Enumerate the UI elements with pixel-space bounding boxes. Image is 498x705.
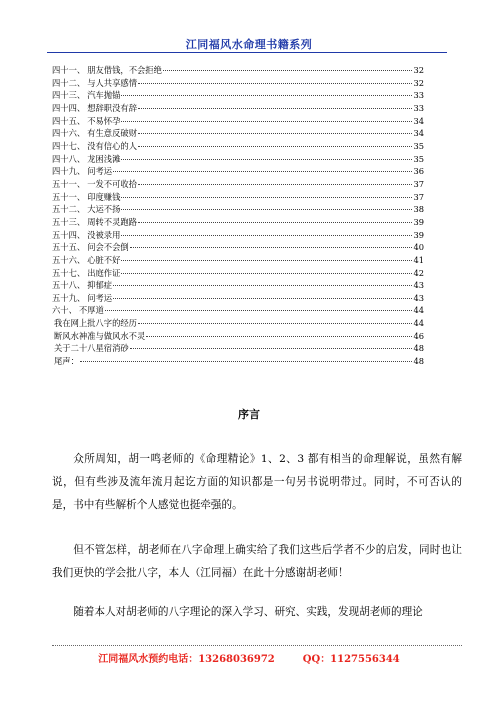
toc-entry-page: 48 [413,343,424,354]
toc-entry-page: 37 [413,178,424,189]
toc-dot-leader [121,273,412,274]
toc-entry-page: 37 [413,191,424,202]
toc-entry[interactable] [52,355,424,368]
toc-entry-page: 35 [413,153,424,164]
toc-dot-leader [113,285,412,286]
toc-dot-leader [138,108,412,109]
toc-dot-leader [163,70,413,71]
toc-entry-page: 35 [413,140,424,151]
toc-entry-title: 没有信心的人 [87,140,137,151]
toc-entry-page: 38 [413,204,424,215]
toc-entry[interactable] [52,317,424,330]
toc-entry-number: 五十一、 [52,191,86,202]
preface-paragraph-1: 众所周知，胡一鸣老师的《命理精论》1、2、3 都有相当的命理解说，虽然有解说，但有些涉及流年流月起讫方面的知识都是一句另书说明带过。同时，不可否认的是，书中有些解析个人感觉也挺牵强的。 [52,453,462,511]
toc-entry[interactable] [52,64,424,77]
toc-entry[interactable] [52,279,424,292]
page-footer [0,650,498,665]
toc-dot-leader [113,298,412,299]
toc-entry-page: 40 [413,242,424,253]
toc-dot-leader [138,133,412,134]
toc-entry-number: 五十六、 [52,254,86,265]
toc-entry[interactable] [52,153,424,166]
toc-entry[interactable] [52,267,424,280]
toc-entry-page: 48 [413,356,424,367]
toc-dot-leader [146,336,412,337]
toc-entry-page: 43 [413,292,424,303]
toc-entry-number: 六十、 [52,305,77,316]
toc-entry-number: 四十三、 [52,90,86,101]
toc-entry-title: 抑郁症 [87,280,113,291]
preface-paragraph-3: 随着本人对胡老师的八字理论的深入学习、研究、实践，发现胡老师的理论 [73,606,423,618]
toc-dot-leader [121,260,412,261]
toc-entry-page: 34 [413,128,424,139]
toc-entry[interactable] [52,241,424,254]
toc-entry[interactable] [52,140,424,153]
preface-paragraph-2: 但不管怎样，胡老师在八字命理上确实给了我们这些后学者不少的启发，同时也让我们更快的学会批八字，本人（江同福）在此十分感谢胡老师！ [52,544,462,579]
toc-dot-leader [138,184,412,185]
toc-entry-title: 没被录用 [87,229,121,240]
toc-dot-leader [121,197,412,198]
toc-entry-title: 心脏不好 [87,254,121,265]
toc-entry-number: 五十八、 [52,280,86,291]
toc-entry-title: 大运不扬 [87,204,121,215]
toc-entry-title: 一发不可收拾 [87,178,137,189]
toc-entry-number: 五十二、 [52,204,86,215]
toc-entry-page: 44 [413,305,424,316]
toc-entry-number: 四十一、 [52,65,86,75]
toc-dot-leader [121,121,412,122]
toc-entry-title: 与人共享感情 [87,77,137,88]
toc-entry-title: 龙困浅滩 [87,153,121,164]
toc-entry-title: 我在网上批八字的经历 [54,318,137,329]
toc-entry-title: 关于二十八星宿消砂 [54,343,129,354]
table-of-contents [52,64,424,368]
toc-entry[interactable] [52,304,424,317]
toc-entry-page: 44 [413,318,424,329]
toc-entry-page: 39 [413,229,424,240]
toc-entry[interactable] [52,203,424,216]
toc-entry-number: 四十六、 [52,128,86,139]
header-divider [47,52,447,53]
toc-entry[interactable] [52,191,424,204]
toc-entry-title: 朋友借钱，不会拒绝 [87,65,162,75]
toc-entry-title: 尾声： [54,356,79,367]
toc-dot-leader [121,95,412,96]
toc-dot-leader [105,310,413,311]
toc-dot-leader [80,361,413,362]
footer-qq: QQ：1127556344 [302,654,400,665]
toc-entry-title: 问会不会倒 [87,242,129,253]
toc-entry-page: 34 [413,115,424,126]
toc-entry-title: 想辞职没有辞 [87,102,137,113]
toc-entry-number: 五十三、 [52,216,86,227]
footer-divider [52,645,462,646]
toc-dot-leader [121,159,412,160]
toc-dot-leader [113,171,412,172]
toc-entry-number: 五十七、 [52,267,86,278]
toc-entry[interactable] [52,102,424,115]
toc-dot-leader [130,247,413,248]
toc-entry[interactable] [52,127,424,140]
toc-entry-number: 五十一、 [52,178,86,189]
toc-entry-number: 四十七、 [52,140,86,151]
toc-entry[interactable] [52,77,424,90]
toc-dot-leader [138,146,412,147]
toc-entry-page: 39 [413,216,424,227]
toc-entry[interactable] [52,292,424,305]
toc-entry[interactable] [52,165,424,178]
toc-entry-page: 33 [413,90,424,101]
toc-entry-page: 36 [413,166,424,177]
toc-entry-title: 断风水神准与做风水不灵 [54,330,146,341]
page-header-title: 江同福风水命理书籍系列 [185,38,313,51]
toc-entry[interactable] [52,115,424,128]
toc-dot-leader [130,348,413,349]
toc-entry-title: 汽车抛锚 [87,90,121,101]
toc-entry-title: 不厚道 [78,305,104,316]
toc-entry[interactable] [52,342,424,355]
toc-entry[interactable] [52,229,424,242]
toc-entry-page: 32 [413,77,424,88]
toc-entry-page: 41 [413,254,424,265]
toc-dot-leader [121,235,412,236]
toc-entry-title: 周转不灵跑路 [87,216,137,227]
toc-entry-title: 问考运 [87,292,113,303]
toc-entry-number: 五十九、 [52,292,86,303]
toc-entry-page: 33 [413,102,424,113]
toc-dot-leader [121,209,412,210]
toc-entry-page: 43 [413,280,424,291]
toc-entry-title: 出庭作证 [87,267,121,278]
toc-dot-leader [138,323,412,324]
toc-entry-number: 四十二、 [52,77,86,88]
toc-entry[interactable] [52,330,424,343]
section-title: 序言 [238,408,260,421]
toc-entry[interactable] [52,178,424,191]
toc-entry-title: 印度赚钱 [87,191,121,202]
toc-entry-title: 不易怀孕 [87,115,121,126]
toc-entry[interactable] [52,89,424,102]
toc-entry-page: 32 [413,65,424,75]
toc-entry-number: 四十五、 [52,115,86,126]
footer-phone: 江同福风水预约电话：13268036972 [98,654,275,665]
toc-entry-number: 五十五、 [52,242,86,253]
toc-entry-number: 四十八、 [52,153,86,164]
toc-entry[interactable] [52,254,424,267]
toc-entry-title: 问考运 [87,166,113,177]
toc-dot-leader [138,222,412,223]
toc-entry-number: 五十四、 [52,229,86,240]
toc-entry-page: 42 [413,267,424,278]
toc-entry-number: 四十四、 [52,102,86,113]
toc-entry-page: 46 [413,330,424,341]
toc-entry[interactable] [52,216,424,229]
toc-entry-title: 有生意反破财 [87,128,137,139]
toc-dot-leader [138,83,412,84]
toc-entry-number: 四十九、 [52,166,86,177]
